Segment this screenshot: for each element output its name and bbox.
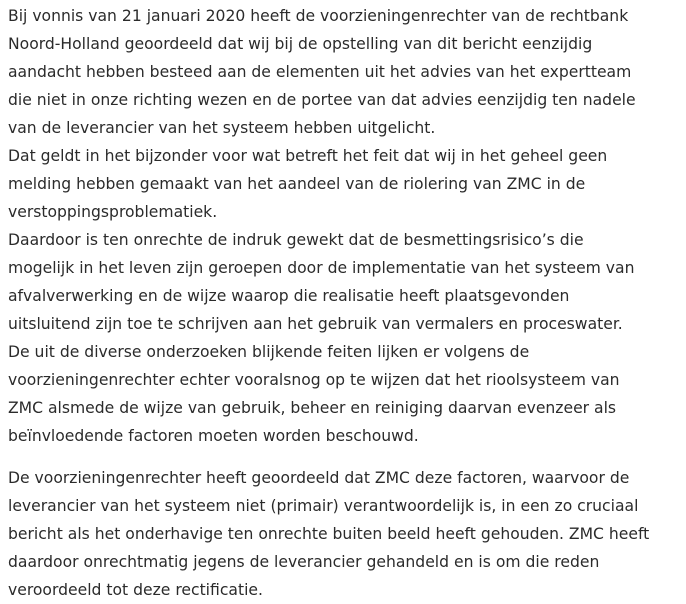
text-line: De uit de diverse onderzoeken blijkende feiten lijken er volgens de [8, 343, 530, 361]
text-line: melding hebben gemaakt van het aandeel van de riolering van ZMC in de [8, 175, 586, 193]
paragraph-2 [8, 464, 680, 604]
text-line: veroordeeld tot deze rectificatie. [8, 581, 263, 599]
text-line: uitsluitend zijn toe te schrijven aan het gebruik van vermalers en proceswater. [8, 315, 623, 333]
text-line: Bij vonnis van 21 januari 2020 heeft de voorzieningenrechter van de rechtbank [8, 7, 629, 25]
text-line: beïnvloedende factoren moeten worden beschouwd. [8, 427, 419, 445]
text-line: aandacht hebben besteed aan de elementen uit het advies van het expertteam [8, 63, 632, 81]
text-line: die niet in onze richting wezen en de portee van dat advies eenzijdig ten nadele [8, 91, 636, 109]
text-line: De voorzieningenrechter heeft geoordeeld dat ZMC deze factoren, waarvoor de [8, 469, 630, 487]
text-line: Noord-Holland geoordeeld dat wij bij de opstelling van dit bericht eenzijdig [8, 35, 593, 53]
text-line: ZMC alsmede de wijze van gebruik, beheer en reiniging daarvan evenzeer als [8, 399, 617, 417]
text-line: Daardoor is ten onrechte de indruk gewekt dat de besmettingsrisico’s die [8, 231, 584, 249]
text-line: van de leverancier van het systeem hebben uitgelicht. [8, 119, 436, 137]
text-line: mogelijk in het leven zijn geroepen door de implementatie van het systeem van [8, 259, 635, 277]
paragraph-1 [8, 2, 680, 450]
text-line: leverancier van het systeem niet (primair) verantwoordelijk is, in een zo cruciaal [8, 497, 639, 515]
text-line: afvalverwerking en de wijze waarop die realisatie heeft plaatsgevonden [8, 287, 570, 305]
text-line: daardoor onrechtmatig jegens de leverancier gehandeld en is om die reden [8, 553, 600, 571]
text-line: Dat geldt in het bijzonder voor wat betreft het feit dat wij in het geheel geen [8, 147, 608, 165]
text-line: verstoppingsproblematiek. [8, 203, 218, 221]
text-line: voorzieningenrechter echter vooralsnog op te wijzen dat het rioolsysteem van [8, 371, 620, 389]
text-line: bericht als het onderhavige ten onrechte buiten beeld heeft gehouden. ZMC heeft [8, 525, 650, 543]
